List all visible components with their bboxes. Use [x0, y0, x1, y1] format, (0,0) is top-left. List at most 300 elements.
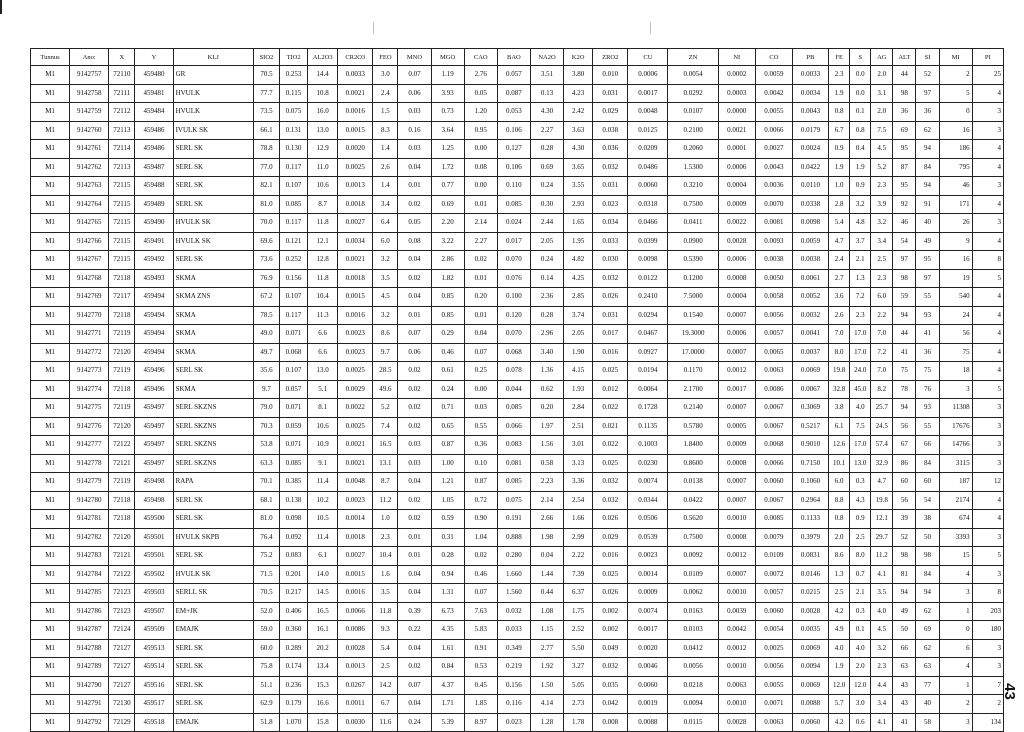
table-cell: 0.9010: [792, 436, 828, 455]
table-cell: 0.0060: [755, 602, 792, 621]
table-cell: 0.1540: [668, 306, 718, 325]
table-cell: 18: [939, 362, 972, 381]
table-cell: 1.5: [373, 103, 398, 122]
table-cell: 3.5: [871, 584, 893, 603]
table-cell: 0.0015: [338, 288, 373, 307]
table-cell: 72115: [109, 214, 135, 233]
table-cell: 0.138: [279, 491, 307, 510]
table-cell: 0.0020: [628, 639, 668, 658]
table-cell: 0.107: [279, 362, 307, 381]
table-cell: 0.017: [497, 232, 530, 251]
table-cell: 9142777: [70, 436, 109, 455]
table-row: [31, 269, 1004, 288]
table-cell: 0.0033: [792, 66, 828, 85]
table-cell: 3.5: [373, 269, 398, 288]
table-cell: 3.0: [373, 66, 398, 85]
table-cell: 0.081: [497, 454, 530, 473]
table-cell: 0.03: [398, 454, 431, 473]
table-cell: 0.107: [279, 288, 307, 307]
table-cell: 0.0018: [338, 269, 373, 288]
table-cell: 0.032: [497, 602, 530, 621]
table-cell: 0.0012: [718, 362, 755, 381]
table-cell: 4.5: [871, 140, 893, 159]
table-cell: 8.3: [373, 121, 398, 140]
table-cell: 0.032: [593, 473, 628, 492]
table-cell: 0.0007: [718, 399, 755, 418]
table-cell: 0.0056: [755, 658, 792, 677]
table-cell: 9142784: [70, 565, 109, 584]
table-cell: 17.0000: [668, 343, 718, 362]
table-cell: 13.0: [308, 362, 338, 381]
table-cell: 55: [916, 417, 939, 436]
table-cell: 4.25: [564, 269, 593, 288]
table-cell: 0.078: [497, 362, 530, 381]
table-cell: 24.0: [850, 362, 871, 381]
table-cell: 0.0094: [792, 658, 828, 677]
table-cell: 72123: [109, 584, 135, 603]
column-header: NA2O: [530, 49, 563, 66]
table-cell: 0.9: [829, 140, 850, 159]
table-cell: 0.13: [530, 84, 563, 103]
table-cell: 0.69: [431, 195, 464, 214]
table-row: [31, 66, 1004, 85]
table-cell: 98: [893, 84, 916, 103]
column-header: MNO: [398, 49, 431, 66]
table-cell: 0.0027: [338, 547, 373, 566]
table-cell: 3.55: [564, 177, 593, 196]
table-cell: 2.05: [530, 232, 563, 251]
table-cell: 0.031: [593, 177, 628, 196]
table-cell: 0.1133: [792, 510, 828, 529]
table-cell: 0.0023: [628, 547, 668, 566]
table-row: [31, 639, 1004, 658]
table-cell: 1.25: [431, 140, 464, 159]
table-cell: 0.179: [279, 695, 307, 714]
table-cell: 94: [893, 584, 916, 603]
table-cell: 72114: [109, 140, 135, 159]
table-cell: 0.0010: [718, 510, 755, 529]
table-cell: 77.7: [253, 84, 279, 103]
column-header: TIO2: [279, 49, 307, 66]
table-cell: 24.5: [871, 417, 893, 436]
table-cell: 0.1170: [668, 362, 718, 381]
table-cell: 11.3: [308, 306, 338, 325]
table-cell: 0.117: [279, 158, 307, 177]
table-cell: 3.36: [564, 473, 593, 492]
table-cell: 69.6: [253, 232, 279, 251]
table-cell: 0.7500: [668, 528, 718, 547]
table-cell: 1.6: [373, 565, 398, 584]
table-cell: 0.0066: [755, 454, 792, 473]
table-cell: 0.002: [593, 602, 628, 621]
table-cell: 9142783: [70, 547, 109, 566]
column-header: X: [109, 49, 135, 66]
table-cell: 3.27: [564, 658, 593, 677]
table-cell: 72118: [109, 491, 135, 510]
table-cell: 459486: [135, 140, 173, 159]
table-cell: 459498: [135, 491, 173, 510]
table-cell: SERL SK: [173, 195, 253, 214]
table-cell: 0.068: [497, 343, 530, 362]
table-cell: 19.8: [829, 362, 850, 381]
table-cell: 0.156: [497, 676, 530, 695]
table-cell: 459493: [135, 269, 173, 288]
table-cell: 0.8600: [668, 454, 718, 473]
table-cell: 0.3069: [792, 399, 828, 418]
table-cell: 203: [972, 602, 1003, 621]
table-cell: 0.0025: [338, 417, 373, 436]
table-cell: 0.0008: [718, 269, 755, 288]
table-cell: SERL SK: [173, 251, 253, 270]
table-cell: 2.23: [530, 473, 563, 492]
table-cell: 63.3: [253, 454, 279, 473]
table-cell: M1: [31, 140, 70, 159]
table-cell: 0.1: [850, 103, 871, 122]
table-cell: 72119: [109, 473, 135, 492]
table-cell: M1: [31, 66, 70, 85]
table-cell: 1.92: [530, 658, 563, 677]
table-cell: 3.63: [564, 121, 593, 140]
table-cell: 14.4: [308, 66, 338, 85]
table-cell: 0.1060: [792, 473, 828, 492]
table-cell: 9142771: [70, 325, 109, 344]
table-cell: 0.04: [464, 325, 497, 344]
table-cell: 0.0028: [718, 232, 755, 251]
table-cell: 4: [972, 158, 1003, 177]
table-cell: 14.5: [308, 584, 338, 603]
table-cell: 0.0094: [668, 695, 718, 714]
table-cell: 2.0: [871, 66, 893, 85]
table-cell: 9142788: [70, 639, 109, 658]
table-cell: 4.2: [829, 713, 850, 732]
table-cell: 0.0146: [792, 565, 828, 584]
table-cell: 0.1: [850, 621, 871, 640]
table-cell: 2.85: [564, 288, 593, 307]
table-cell: M1: [31, 251, 70, 270]
table-cell: 4.9: [829, 621, 850, 640]
table-cell: 1.66: [564, 510, 593, 529]
table-cell: 9142769: [70, 288, 109, 307]
table-cell: 4.0: [829, 639, 850, 658]
table-cell: 10.2: [308, 491, 338, 510]
table-cell: 0.0063: [718, 676, 755, 695]
table-cell: 0.03: [398, 140, 431, 159]
table-cell: 0.0043: [755, 158, 792, 177]
table-cell: 76: [916, 380, 939, 399]
table-cell: 3.0: [850, 695, 871, 714]
table-cell: 0.0060: [755, 473, 792, 492]
table-cell: 0.07: [398, 676, 431, 695]
table-cell: 4.35: [431, 621, 464, 640]
table-cell: 0.31: [431, 528, 464, 547]
table-cell: 36: [893, 103, 916, 122]
table-row: [31, 621, 1004, 640]
table-cell: 0.0029: [338, 380, 373, 399]
table-cell: 0.0015: [338, 565, 373, 584]
table-cell: 4.3: [850, 491, 871, 510]
table-cell: 2: [939, 66, 972, 85]
table-cell: M1: [31, 547, 70, 566]
table-cell: 0.075: [279, 103, 307, 122]
table-cell: 9142772: [70, 343, 109, 362]
table-cell: 72124: [109, 621, 135, 640]
table-cell: 24: [939, 306, 972, 325]
table-cell: 0.28: [431, 547, 464, 566]
table-cell: 0.24: [398, 713, 431, 732]
table-cell: 459489: [135, 195, 173, 214]
table-cell: 0.0060: [628, 177, 668, 196]
table-cell: 2.7: [829, 269, 850, 288]
table-cell: 0.0057: [755, 584, 792, 603]
table-cell: 0.059: [279, 417, 307, 436]
table-cell: 13.0: [308, 121, 338, 140]
table-cell: 97: [893, 251, 916, 270]
table-cell: 0.90: [464, 510, 497, 529]
table-cell: 1.660: [497, 565, 530, 584]
table-cell: 0.03: [464, 399, 497, 418]
table-cell: 0.0006: [718, 158, 755, 177]
table-cell: 0.0098: [628, 251, 668, 270]
table-cell: 10.6: [308, 177, 338, 196]
table-cell: 0.14: [530, 269, 563, 288]
table-cell: SKMA: [173, 269, 253, 288]
table-cell: M1: [31, 658, 70, 677]
table-cell: 43: [893, 695, 916, 714]
table-cell: M1: [31, 399, 70, 418]
table-cell: 9142765: [70, 214, 109, 233]
table-row: [31, 121, 1004, 140]
table-cell: 0.0067: [755, 399, 792, 418]
table-cell: 32.8: [829, 380, 850, 399]
table-cell: 0.0013: [338, 177, 373, 196]
table-cell: 0.02: [398, 658, 431, 677]
table-cell: SKMA: [173, 325, 253, 344]
table-row: [31, 565, 1004, 584]
table-cell: 0.0125: [628, 121, 668, 140]
table-cell: 0.04: [398, 473, 431, 492]
table-cell: 0.02: [398, 399, 431, 418]
table-cell: 459497: [135, 436, 173, 455]
table-cell: 73.6: [253, 251, 279, 270]
table-cell: 9142763: [70, 177, 109, 196]
table-cell: M1: [31, 177, 70, 196]
table-cell: 0.0059: [755, 66, 792, 85]
table-cell: 49.6: [373, 380, 398, 399]
table-cell: 0.022: [593, 399, 628, 418]
table-row: [31, 510, 1004, 529]
table-cell: 0.070: [497, 325, 530, 344]
table-cell: 0.0046: [628, 658, 668, 677]
table-cell: 0.0021: [338, 251, 373, 270]
table-cell: 2.6: [373, 158, 398, 177]
table-cell: 70.3: [253, 417, 279, 436]
table-cell: 0.0056: [668, 658, 718, 677]
table-cell: 0.04: [398, 158, 431, 177]
table-cell: 9142775: [70, 399, 109, 418]
table-cell: 0.04: [530, 547, 563, 566]
table-cell: 2.86: [431, 251, 464, 270]
table-cell: 5.4: [829, 214, 850, 233]
table-cell: 0.156: [279, 269, 307, 288]
table-cell: 51.1: [253, 676, 279, 695]
table-cell: 0.8: [829, 510, 850, 529]
table-cell: SERL SKZNS: [173, 417, 253, 436]
table-cell: 1.5300: [668, 158, 718, 177]
table-cell: 1.36: [530, 362, 563, 381]
table-cell: 0.85: [431, 306, 464, 325]
table-row: [31, 103, 1004, 122]
column-header: BAO: [497, 49, 530, 66]
table-cell: SKMA: [173, 380, 253, 399]
table-cell: 0.0069: [792, 676, 828, 695]
table-cell: 0.0008: [718, 454, 755, 473]
table-cell: 0.085: [279, 195, 307, 214]
table-cell: 0.012: [593, 380, 628, 399]
table-cell: 25.7: [871, 399, 893, 418]
table-cell: 9142791: [70, 695, 109, 714]
table-cell: 2.3: [850, 306, 871, 325]
table-cell: 0.0054: [755, 621, 792, 640]
table-cell: 1.65: [564, 214, 593, 233]
table-cell: 4: [972, 362, 1003, 381]
table-cell: 0.01: [398, 528, 431, 547]
table-cell: 1.31: [431, 584, 464, 603]
table-cell: 0.0065: [755, 343, 792, 362]
table-cell: 0.026: [593, 510, 628, 529]
table-cell: 1.90: [564, 343, 593, 362]
table-cell: 12.0: [829, 676, 850, 695]
table-cell: 4.23: [564, 84, 593, 103]
table-cell: 459481: [135, 84, 173, 103]
table-cell: M1: [31, 454, 70, 473]
table-cell: 0.0092: [668, 547, 718, 566]
table-cell: 0.071: [279, 399, 307, 418]
table-cell: 0.121: [279, 232, 307, 251]
table-cell: 1.85: [464, 695, 497, 714]
table-cell: 0.00: [464, 380, 497, 399]
column-header: PB: [792, 49, 828, 66]
table-cell: 7.63: [464, 602, 497, 621]
table-cell: 2.0: [850, 658, 871, 677]
table-cell: 9.1: [308, 454, 338, 473]
table-cell: 55: [916, 288, 939, 307]
table-cell: 0.106: [497, 121, 530, 140]
table-cell: 0.031: [593, 306, 628, 325]
table-cell: 0.002: [593, 621, 628, 640]
table-cell: 0.05: [464, 84, 497, 103]
table-cell: 0.0038: [792, 251, 828, 270]
table-cell: 2.76: [464, 66, 497, 85]
table-cell: 75.8: [253, 658, 279, 677]
table-cell: 1.9: [829, 658, 850, 677]
table-cell: 5: [972, 380, 1003, 399]
table-cell: 5.83: [464, 621, 497, 640]
table-cell: 9142759: [70, 103, 109, 122]
table-cell: 0.0098: [792, 214, 828, 233]
table-cell: 0.77: [431, 177, 464, 196]
table-cell: 0.2140: [668, 399, 718, 418]
table-cell: 72127: [109, 658, 135, 677]
table-cell: 0.025: [593, 362, 628, 381]
table-cell: 0.0079: [755, 528, 792, 547]
table-cell: 0.044: [497, 380, 530, 399]
table-cell: 0.36: [464, 436, 497, 455]
table-cell: 78: [893, 380, 916, 399]
table-cell: 0.026: [593, 584, 628, 603]
table-cell: 16.6: [308, 695, 338, 714]
table-cell: 4.1: [871, 565, 893, 584]
table-cell: 2.5: [373, 658, 398, 677]
table-cell: 2.0: [871, 103, 893, 122]
table-cell: 795: [939, 158, 972, 177]
column-header: FE: [829, 49, 850, 66]
column-header: ZN: [668, 49, 718, 66]
table-cell: 1.15: [530, 621, 563, 640]
table-cell: 60: [916, 473, 939, 492]
table-cell: 4.2: [829, 602, 850, 621]
table-cell: 3.4: [871, 232, 893, 251]
table-cell: 0.092: [279, 528, 307, 547]
table-cell: 2.27: [464, 232, 497, 251]
table-cell: 0.038: [593, 121, 628, 140]
table-cell: 2.14: [530, 491, 563, 510]
table-cell: 0.6: [850, 713, 871, 732]
table-cell: 0.071: [279, 436, 307, 455]
table-cell: 0.0109: [668, 565, 718, 584]
table-cell: 3: [972, 639, 1003, 658]
table-cell: 0: [939, 103, 972, 122]
table-cell: 0.0088: [792, 695, 828, 714]
table-cell: 9142761: [70, 140, 109, 159]
table-cell: 4: [972, 491, 1003, 510]
table-cell: 9.7: [373, 343, 398, 362]
table-cell: 10.1: [829, 454, 850, 473]
table-cell: 0.73: [431, 103, 464, 122]
table-cell: 0.01: [464, 269, 497, 288]
table-cell: 0.385: [279, 473, 307, 492]
table-cell: 54: [893, 232, 916, 251]
table-cell: 0.087: [497, 84, 530, 103]
table-cell: SERL SK: [173, 140, 253, 159]
table-cell: 11.0: [308, 158, 338, 177]
table-cell: 0.4: [850, 140, 871, 159]
table-cell: 72118: [109, 380, 135, 399]
table-cell: 73.5: [253, 103, 279, 122]
table-cell: 9142782: [70, 528, 109, 547]
table-cell: 0.55: [464, 417, 497, 436]
table-cell: 0.03: [398, 436, 431, 455]
table-cell: 0.0074: [628, 473, 668, 492]
table-cell: 459490: [135, 214, 173, 233]
table-cell: 6: [939, 639, 972, 658]
table-cell: 1.56: [530, 436, 563, 455]
table-cell: 72115: [109, 251, 135, 270]
table-cell: 0.0069: [792, 362, 828, 381]
table-cell: 0.7: [850, 565, 871, 584]
table-cell: 0.01: [464, 306, 497, 325]
table-cell: 0.44: [530, 584, 563, 603]
table-cell: 9142762: [70, 158, 109, 177]
table-cell: 0.0020: [338, 140, 373, 159]
table-row: [31, 158, 1004, 177]
table-cell: 0.3979: [792, 528, 828, 547]
table-cell: 0.0831: [792, 547, 828, 566]
table-cell: 0.0025: [338, 158, 373, 177]
table-cell: 3.74: [564, 306, 593, 325]
table-cell: 1.070: [279, 713, 307, 732]
table-cell: 0.0060: [628, 676, 668, 695]
table-cell: M1: [31, 602, 70, 621]
